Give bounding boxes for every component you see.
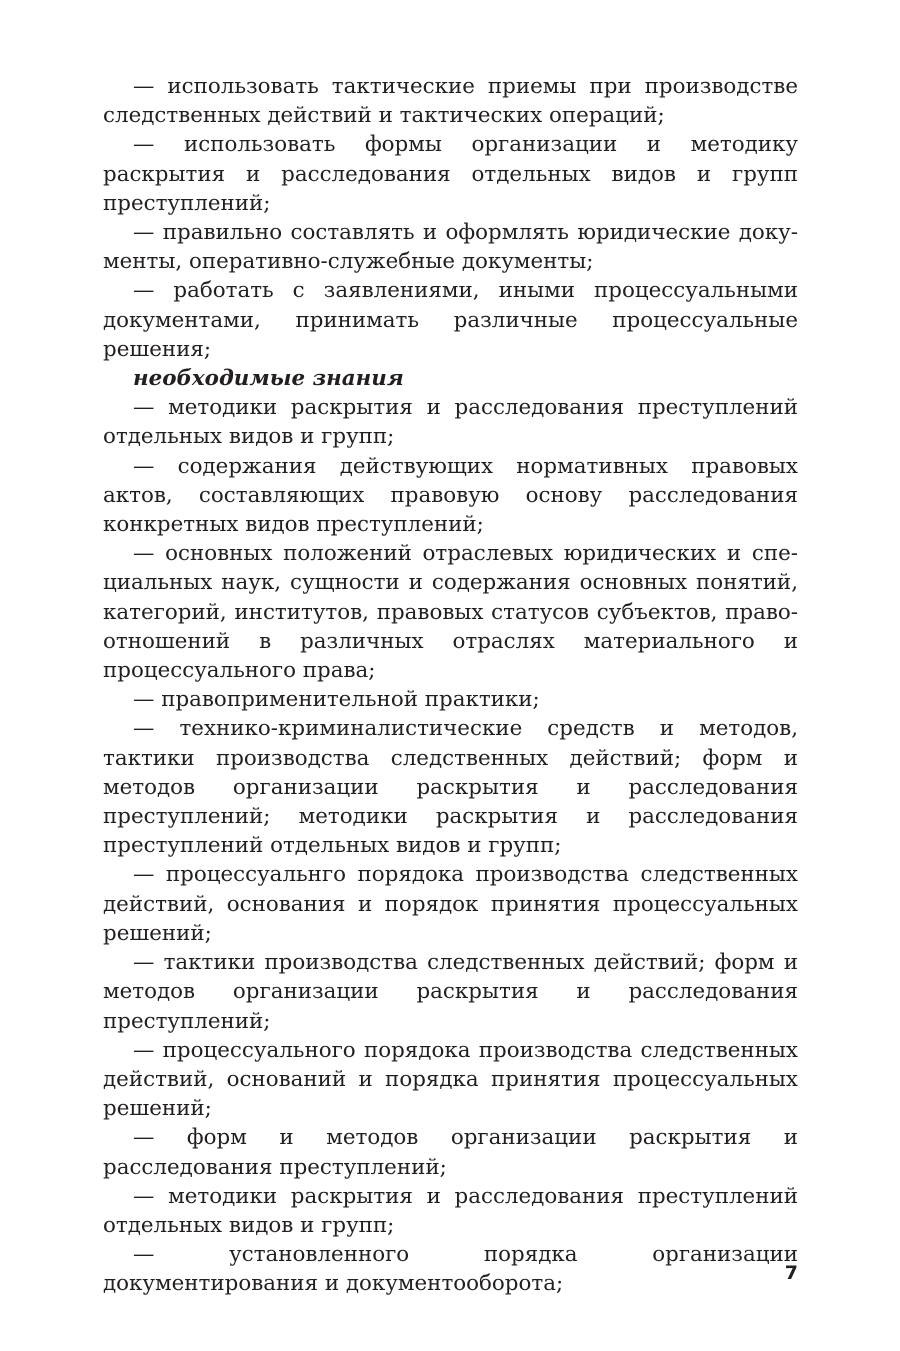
list-item-draft-documents: — правильно составлять и оформлять юридические документы, оперативно-служебные документы; [103,220,798,275]
list-item: — правоприменительной практики; [133,687,540,713]
list-item: — тактики производства следственных действий; форм и методов организации раскрытия и расследования преступлений; [103,950,798,1034]
list-item: — установленного порядка организации документирования и документооборота; [103,1242,798,1297]
list-item: — процессуального порядока производства следственных действий, оснований и порядка принятия процессуальных решений; [103,1037,798,1122]
list-item: — технико-криминалистические средств и методов, тактики производства следственных действий; форм и методов организации раскрытия и расследования преступлений; методики раскрытия и расследования преступлений отдельных видов и групп; [103,716,798,859]
list-item: — содержания действующих нормативных правовых актов, составляющих правовую основу расследования конкретных видов преступлений; [103,453,798,538]
section-heading-knowledge: необходимые знания [133,366,404,392]
list-item-use-methods: — использовать формы организации и методику раскрытия и расследования отдельных видов и групп преступлений; [103,132,798,216]
list-item: — форм и методов организации раскрытия и расследования преступлений; [103,1125,798,1180]
list-item: — основных положений отраслевых юридических и специальных наук, сущности и содержания основных понятий, категорий, институтов, правовых статусов субъектов, правоотношений в различных отраслях материального и процессуального права; [103,541,798,684]
list-item: — методики раскрытия и расследования преступлений отдельных видов и групп; [103,1183,798,1238]
list-item: — процессуальнго порядока производства следственных действий, основания и порядок принятия процессуальных решений; [103,862,798,946]
page-number: 7 [784,1262,798,1284]
list-item-use-tactics: — использовать тактические приемы при производстве следственных действий и тактических операций; [103,74,798,129]
list-item: — методики раскрытия и расследования преступлений отдельных видов и групп; [103,395,798,450]
body-text [103,72,798,1299]
list-item-work-with-statements: — работать с заявлениями, иными процессуальными документами, принимать различные процессуальные решения; [103,278,798,362]
